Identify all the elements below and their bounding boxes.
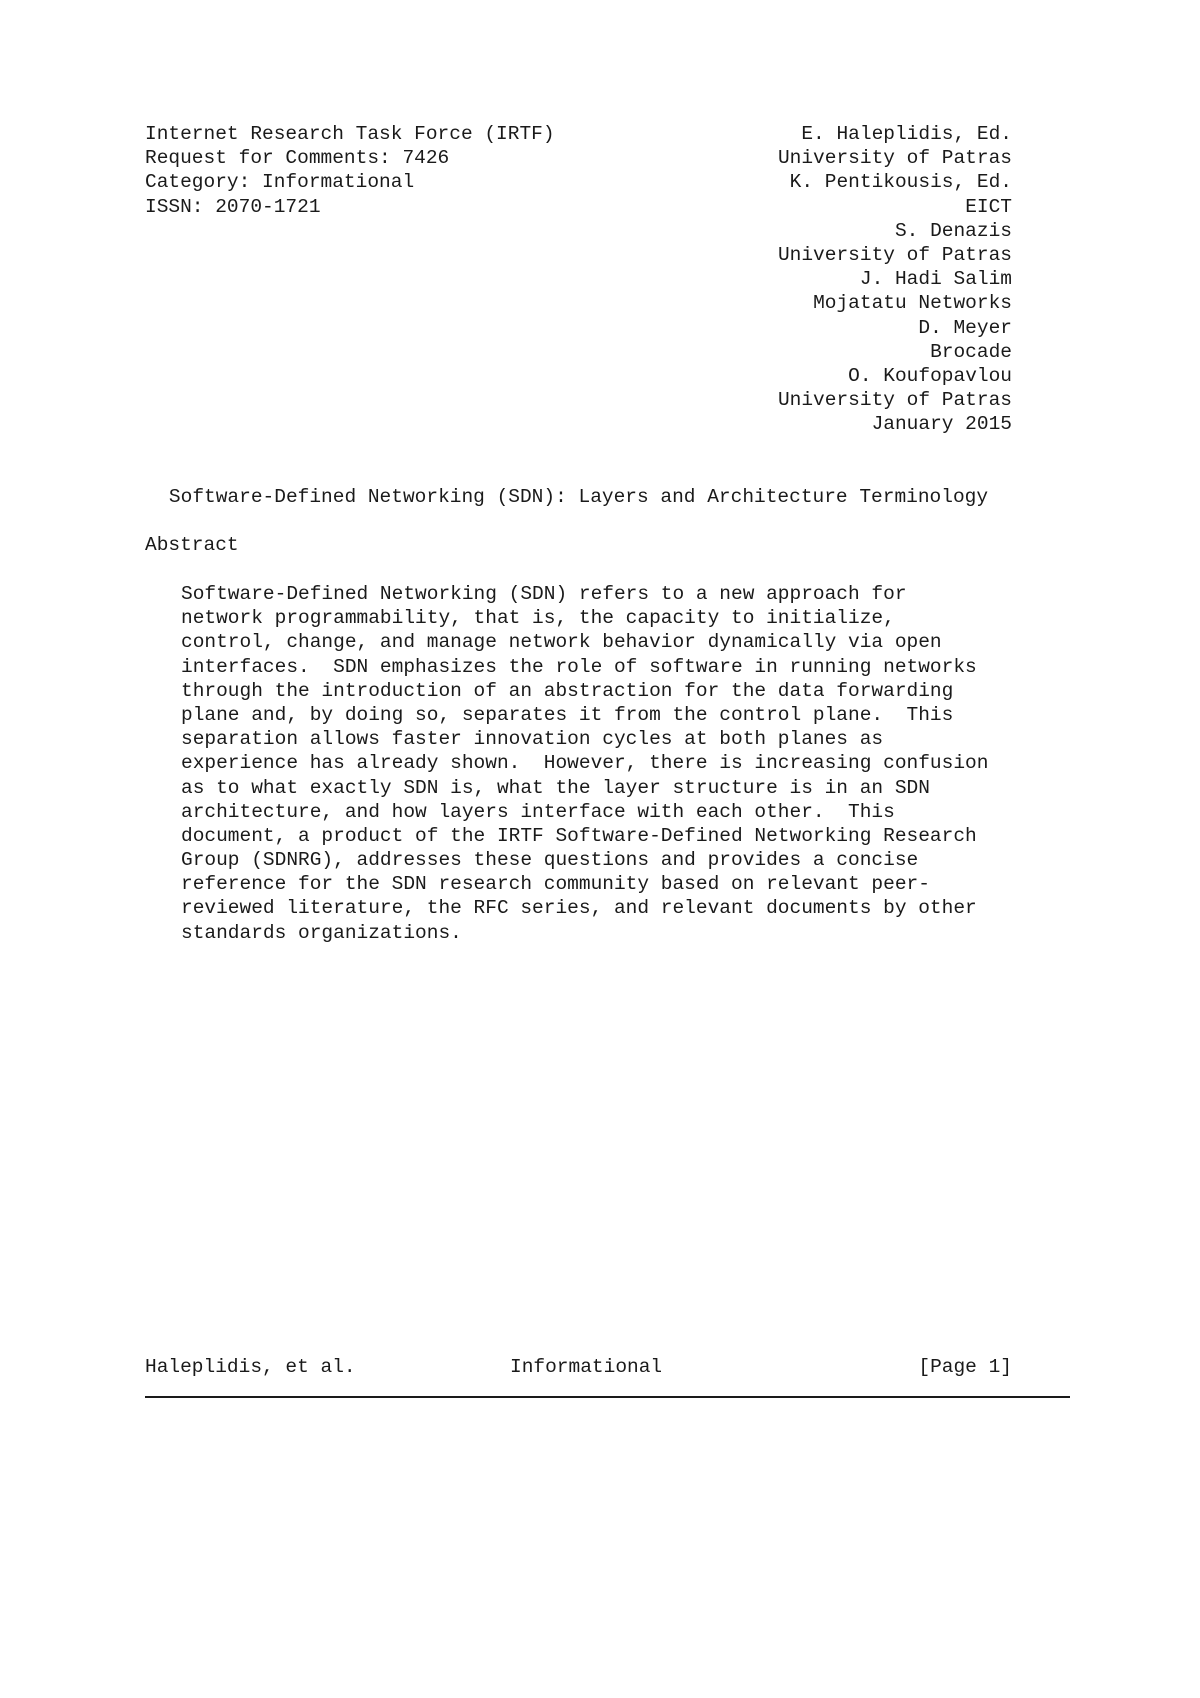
abstract-line: document, a product of the IRTF Software-Defined Networking Research — [181, 824, 977, 847]
footer-authors: Haleplidis, et al. — [145, 1356, 356, 1378]
author-name: K. Pentikousis, Ed. — [789, 171, 1012, 194]
author-name: J. Hadi Salim — [859, 268, 1012, 291]
abstract-line: Software-Defined Networking (SDN) refers to a new approach for — [181, 583, 907, 605]
page-footer — [145, 1355, 1012, 1379]
footer-category: Informational — [510, 1356, 663, 1378]
abstract-line: as to what exactly SDN is, what the layer structure is in an SDN — [181, 776, 930, 799]
author-affiliation: University of Patras — [777, 147, 1012, 170]
author-name: D. Meyer — [918, 316, 1012, 339]
author-name: S. Denazis — [894, 219, 1012, 242]
header-organization: Internet Research Task Force (IRTF) — [145, 123, 555, 145]
header-left-block — [145, 122, 555, 219]
abstract-line: separation allows faster innovation cycles at both planes as — [181, 728, 884, 751]
document-title: Software-Defined Networking (SDN): Layers and Architecture Terminology — [168, 486, 989, 508]
abstract-line: interfaces. SDN emphasizes the role of software in running networks — [181, 655, 977, 678]
abstract-line: reference for the SDN research community based on relevant peer- — [181, 873, 930, 896]
author-affiliation: University of Patras — [777, 243, 1012, 266]
header-category: Category: Informational — [145, 171, 415, 194]
abstract-heading: Abstract — [145, 534, 239, 556]
header-issn: ISSN: 2070-1721 — [145, 195, 321, 218]
publication-date: January 2015 — [871, 413, 1012, 436]
abstract-line: experience has already shown. However, there is increasing confusion — [181, 752, 989, 775]
abstract-line: Group (SDNRG), addresses these questions and provides a concise — [181, 849, 919, 872]
abstract-line: network programmability, that is, the capacity to initialize, — [181, 607, 895, 630]
author-affiliation: Brocade — [930, 340, 1012, 363]
abstract-line: control, change, and manage network behavior dynamically via open — [181, 631, 942, 654]
page-break-rule — [145, 1396, 1070, 1398]
abstract-line: through the introduction of an abstraction for the data forwarding — [181, 679, 954, 702]
author-name: E. Haleplidis, Ed. — [801, 123, 1012, 145]
author-affiliation: University of Patras — [777, 389, 1012, 412]
header-right-block — [778, 122, 1012, 436]
abstract-line: standards organizations. — [181, 921, 462, 944]
footer-page-number: [Page 1] — [918, 1356, 1012, 1378]
abstract-body — [181, 582, 988, 945]
abstract-line: architecture, and how layers interface with each other. This — [181, 800, 895, 823]
header-rfc-number: Request for Comments: 7426 — [145, 147, 450, 170]
abstract-line: plane and, by doing so, separates it from the control plane. This — [181, 703, 954, 726]
author-affiliation: Mojatatu Networks — [813, 292, 1012, 315]
abstract-line: reviewed literature, the RFC series, and relevant documents by other — [181, 897, 977, 920]
author-affiliation: EICT — [965, 195, 1012, 218]
author-name: O. Koufopavlou — [848, 364, 1012, 387]
